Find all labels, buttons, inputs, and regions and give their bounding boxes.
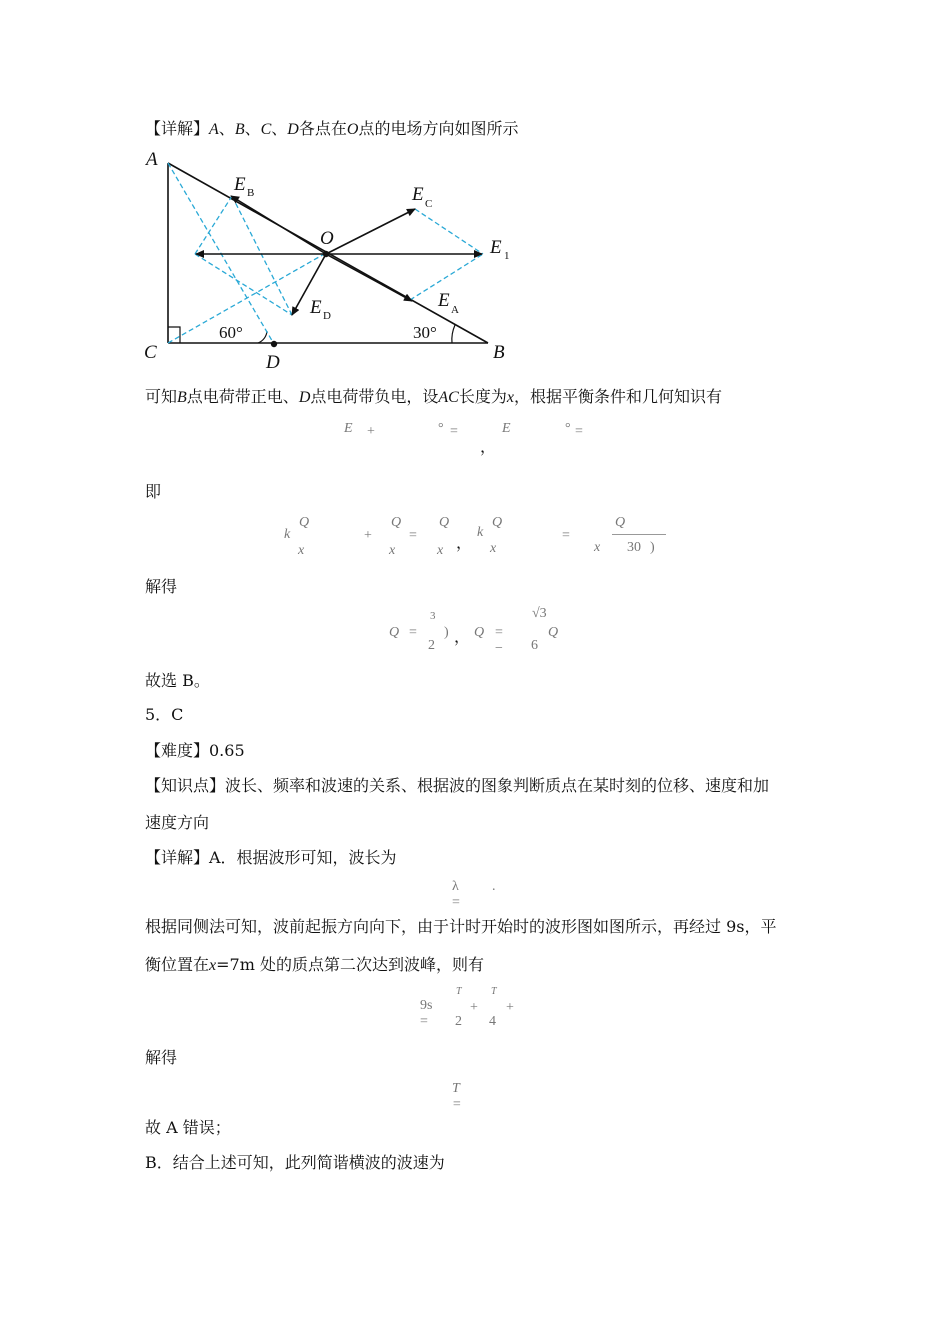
eq1-comma: ， — [480, 439, 497, 456]
eq2-x4: x — [490, 541, 497, 556]
label-ed: E — [310, 297, 322, 318]
conclusion-a-line — [145, 1118, 231, 1138]
eq3-equals-minus: = − — [495, 625, 503, 656]
bracket-label: 【详解】 — [145, 119, 210, 138]
eq5-2: 2 — [455, 1014, 462, 1029]
eq3-q3: Q — [548, 625, 559, 640]
text: =7m 处的质点第二次达到波峰，则有 — [216, 955, 484, 974]
label-angle-30: 30° — [413, 323, 437, 342]
eq3-sqrt: √3 — [532, 606, 547, 621]
eq3-3: 3 — [430, 610, 436, 622]
text: 【知识点】波长、频率和波速的关系、根据波的图象判断质点在某时刻的位移、速度和加 — [145, 776, 770, 795]
dashed-ec-e1 — [415, 209, 483, 254]
eq5-plus2: + — [506, 1000, 514, 1015]
right-angle-mark — [168, 327, 180, 343]
eq1-e: E — [344, 421, 353, 436]
eq3-q2: Q — [474, 625, 485, 640]
jiede-line-2 — [145, 1048, 177, 1068]
eq2-k: k — [284, 527, 291, 542]
eq1-e2: E — [502, 421, 511, 436]
text: 长度为 — [458, 387, 507, 406]
label-ea: E — [438, 290, 450, 311]
angle-arc-60 — [258, 331, 267, 343]
text: 速度方向 — [145, 813, 210, 832]
label-c: C — [144, 342, 157, 363]
eq2-q3: Q — [439, 515, 450, 530]
eq5-t2: T — [491, 986, 497, 997]
sep: 、 — [244, 119, 261, 138]
knowledge-line-2 — [145, 813, 209, 833]
text: 各点在 — [298, 119, 347, 138]
dashed-left-ed — [195, 254, 292, 315]
ji-line — [145, 482, 161, 502]
point-a: A — [209, 121, 219, 138]
eq2-q2: Q — [391, 515, 402, 530]
field-diagram — [140, 145, 520, 375]
text: 解得 — [145, 577, 178, 596]
text: 5．C — [145, 705, 184, 724]
label-ea-sub: A — [451, 304, 459, 316]
text: 即 — [145, 482, 162, 501]
label-angle-60: 60° — [219, 323, 243, 342]
knowledge-line-1 — [145, 776, 769, 796]
sep: 、 — [218, 119, 235, 138]
arrow-eb — [231, 196, 326, 254]
text: 衡位置在 — [145, 955, 210, 974]
eq5-4: 4 — [489, 1014, 496, 1029]
eq2-x2: x — [389, 543, 396, 558]
eq2-equals: = — [409, 528, 417, 543]
label-eb-sub: B — [247, 187, 255, 199]
text: 【详解】A．根据波形可知，波长为 — [145, 848, 397, 867]
paragraph-line-1 — [145, 917, 776, 937]
label-b: B — [493, 342, 505, 363]
eq2-paren: ) — [650, 540, 655, 555]
label-a: A — [146, 149, 158, 170]
text: 解得 — [145, 1048, 178, 1067]
eq2-30: 30 — [627, 540, 641, 555]
eq2-q5: Q — [615, 515, 626, 530]
angle-arc-30 — [452, 325, 455, 343]
text: 故 A 错误； — [145, 1118, 231, 1137]
eq6-t: T = — [452, 1081, 462, 1112]
eq2-equals2: = — [562, 528, 570, 543]
eq3-2: 2 — [428, 638, 435, 653]
eq1-equals2: = — [575, 424, 583, 439]
dashed-left-eb — [195, 196, 232, 254]
eq2-k2: k — [477, 525, 484, 540]
text: 点电荷带负电，设 — [310, 387, 439, 406]
eq1-plus: + — [367, 424, 375, 439]
text: B．结合上述可知，此列简谐横波的波速为 — [145, 1153, 445, 1172]
guxuan-line — [145, 671, 210, 691]
label-ec: E — [412, 184, 424, 205]
var-x: x — [506, 389, 514, 406]
eq3-paren: ) — [444, 625, 449, 640]
detail-line-2 — [145, 848, 397, 868]
arrow-ea — [326, 254, 412, 301]
eq3-q: Q — [389, 625, 400, 640]
point-o: O — [346, 121, 359, 138]
paragraph-line-2 — [145, 955, 484, 976]
point-d-dot — [271, 341, 277, 347]
label-eb: E — [234, 174, 246, 195]
eq2-fraction-bar — [612, 534, 666, 535]
text: ，根据平衡条件和几何知识有 — [513, 387, 722, 406]
eq3-equals: = — [409, 625, 417, 640]
label-e1: E — [490, 237, 502, 258]
label-e1-sub: 1 — [504, 250, 510, 262]
eq5-plus: + — [470, 1000, 478, 1015]
label-d: D — [266, 352, 280, 373]
jiede-line-1 — [145, 577, 177, 597]
label-o: O — [320, 228, 334, 249]
eq5-lhs: 9s = — [420, 998, 433, 1029]
eq2-q: Q — [299, 515, 310, 530]
point-d: D — [287, 121, 299, 138]
eq2-q4: Q — [492, 515, 503, 530]
eq3-6: 6 — [531, 638, 538, 653]
option-b-line — [145, 1153, 445, 1173]
eq3-comma: ， — [454, 629, 471, 646]
eq4-lambda: λ = — [452, 879, 460, 910]
dashed-ed-eb — [232, 196, 292, 315]
text: 点电荷带正电、 — [186, 387, 299, 406]
segment-ac: AC — [438, 389, 459, 406]
label-ec-sub: C — [425, 198, 433, 210]
eq2-x3: x — [437, 543, 444, 558]
eq2-x5: x — [594, 540, 601, 555]
text: 故选 B。 — [145, 671, 210, 690]
eq2-x: x — [298, 543, 305, 558]
arrow-ec — [326, 209, 415, 254]
text: 【难度】0.65 — [145, 741, 245, 760]
point-o-dot — [323, 251, 329, 257]
point-d: D — [298, 389, 311, 406]
intro-line — [145, 119, 518, 140]
eq5-t: T — [456, 986, 462, 997]
question-5-line — [145, 705, 183, 725]
eq2-comma: ， — [456, 535, 473, 552]
point-b: B — [234, 121, 245, 138]
point-c: C — [260, 121, 272, 138]
text: 点的电场方向如图所示 — [358, 119, 519, 138]
difficulty-line — [145, 741, 245, 761]
condition-line — [145, 387, 722, 408]
text: 根据同侧法可知，波前起振方向向下，由于计时开始时的波形图如图所示，再经过 9s，平 — [145, 917, 777, 936]
eq2-plus: + — [364, 528, 372, 543]
label-ed-sub: D — [323, 310, 331, 322]
eq1-equals: = — [450, 424, 458, 439]
var-x: x — [209, 957, 217, 974]
eq1-degree2: ° — [565, 421, 571, 436]
text: 可知 — [145, 387, 178, 406]
point-b: B — [177, 389, 187, 406]
eq4-dot: . — [492, 879, 496, 894]
sep: 、 — [271, 119, 288, 138]
eq1-degree: ° — [438, 421, 444, 436]
